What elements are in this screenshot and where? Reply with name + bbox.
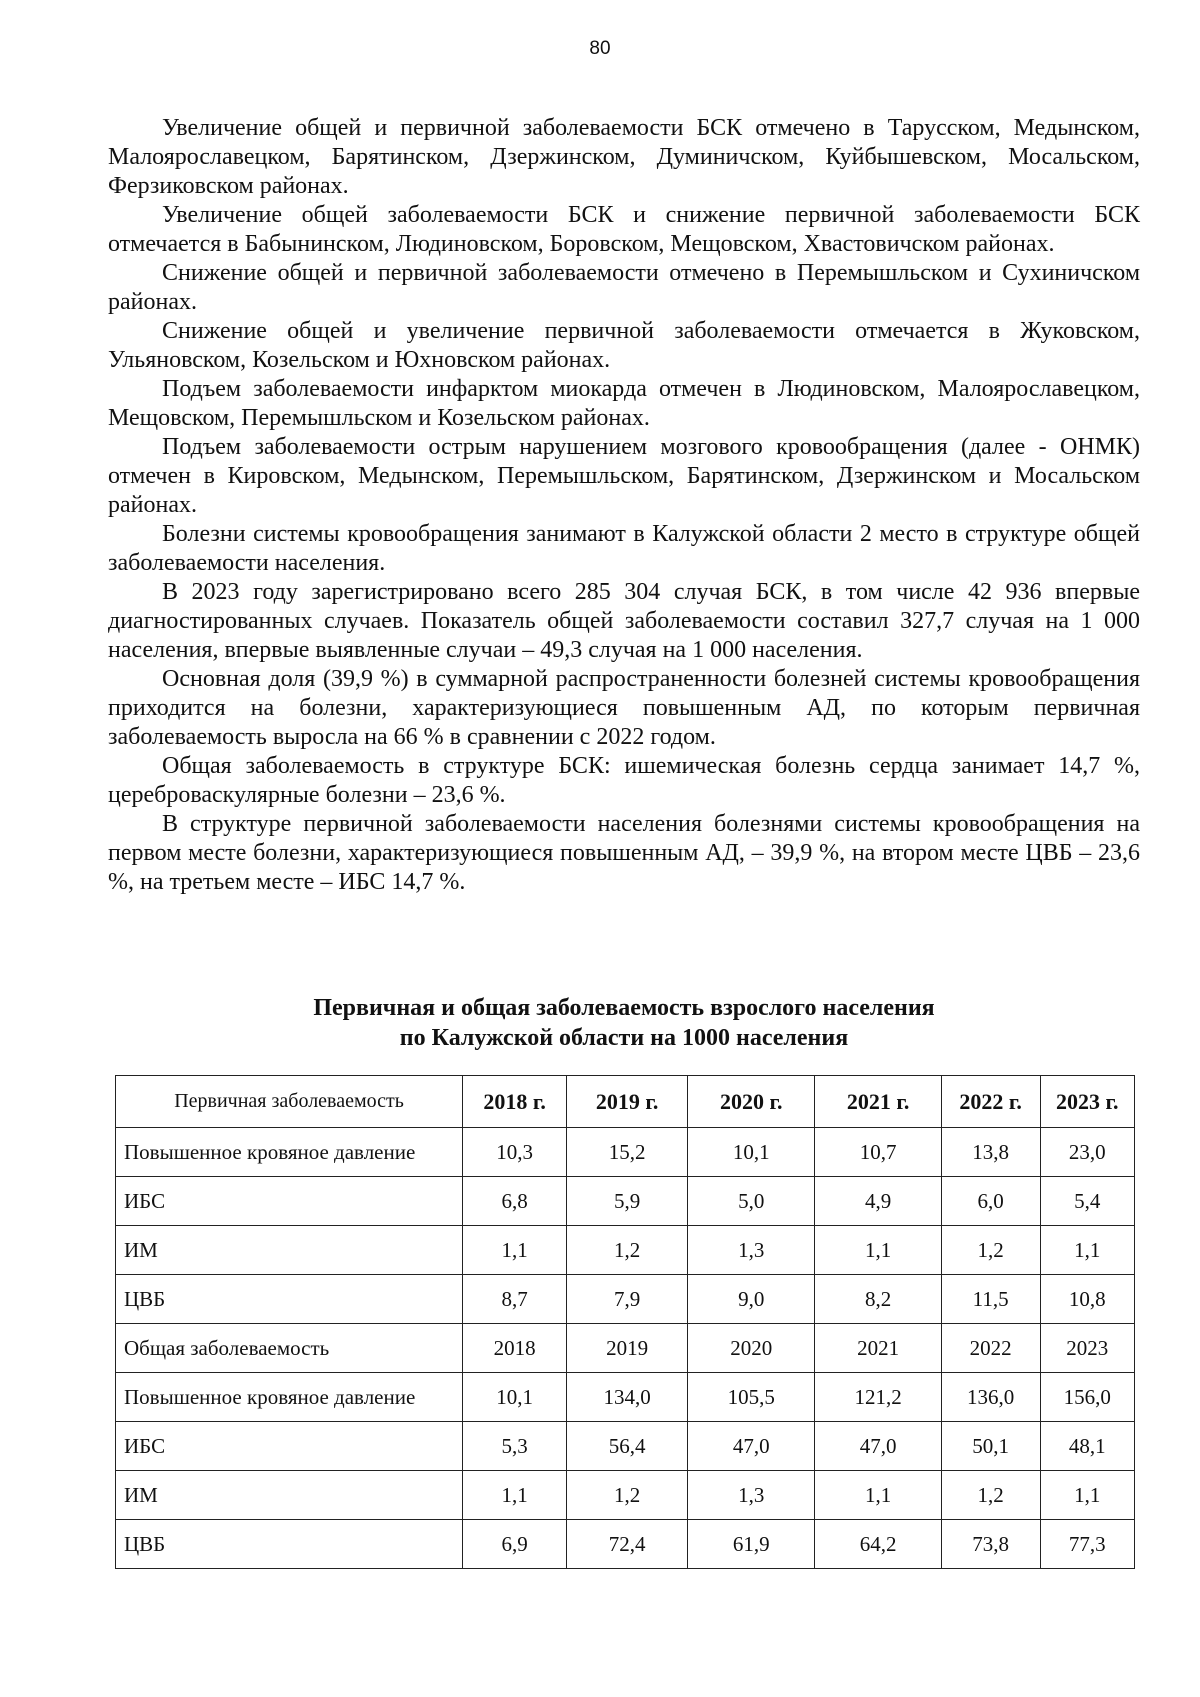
- header-cell: 2022 г.: [941, 1076, 1040, 1128]
- cell: 10,8: [1040, 1275, 1135, 1324]
- cell: 121,2: [815, 1373, 941, 1422]
- table-row: [116, 1422, 1135, 1471]
- cell: 47,0: [815, 1422, 941, 1471]
- cell: 1,2: [567, 1471, 688, 1520]
- table-row: [116, 1520, 1135, 1569]
- cell: 56,4: [567, 1422, 688, 1471]
- cell: 5,9: [567, 1177, 688, 1226]
- cell: 50,1: [941, 1422, 1040, 1471]
- cell: 6,9: [463, 1520, 567, 1569]
- page-number: 80: [589, 38, 611, 59]
- row-label: ИМ: [116, 1471, 463, 1520]
- table-title: [108, 993, 1140, 1053]
- row-label: ИБС: [116, 1177, 463, 1226]
- paragraph: В структуре первичной заболеваемости населения болезнями системы кровообращения на первом месте болезни, характеризующиеся повышенным АД, – 39,9 %, на втором месте ЦВБ – 23,6 %, на третьем месте – ИБС 14,7 %.: [108, 811, 1140, 895]
- cell: 47,0: [688, 1422, 815, 1471]
- row-label: Повышенное кровяное давление: [116, 1373, 463, 1422]
- cell: 2018: [463, 1324, 567, 1373]
- paragraph: Подъем заболеваемости острым нарушением мозгового кровообращения (далее - ОНМК) отмечен в Кировском, Медынском, Перемышльском, Барятинском, Дзержинском и Мосальском районах.: [108, 434, 1140, 518]
- cell: 73,8: [941, 1520, 1040, 1569]
- cell: 134,0: [567, 1373, 688, 1422]
- paragraph: Увеличение общей заболеваемости БСК и снижение первичной заболеваемости БСК отмечается в Бабынинском, Людиновском, Боровском, Мещовском, Хвастовичском районах.: [108, 202, 1140, 257]
- row-label: ЦВБ: [116, 1275, 463, 1324]
- header-cell: Первичная заболеваемость: [116, 1076, 463, 1128]
- cell: 10,3: [463, 1128, 567, 1177]
- cell: 72,4: [567, 1520, 688, 1569]
- cell: 2022: [941, 1324, 1040, 1373]
- cell: 156,0: [1040, 1373, 1135, 1422]
- table-subheader-row: [116, 1324, 1135, 1373]
- table-title-line-1: Первичная и общая заболеваемость взрослого населения: [313, 995, 935, 1021]
- cell: 6,0: [941, 1177, 1040, 1226]
- cell: 13,8: [941, 1128, 1040, 1177]
- row-label: ИБС: [116, 1422, 463, 1471]
- cell: 5,4: [1040, 1177, 1135, 1226]
- paragraph: Основная доля (39,9 %) в суммарной распространенности болезней системы кровообращения приходится на болезни, характеризующиеся повышенным АД, по которым первичная заболеваемость выросла на 66 % в сравнении с 2022 годом.: [108, 666, 1140, 750]
- table-row: [116, 1471, 1135, 1520]
- cell: 1,3: [688, 1471, 815, 1520]
- cell: 10,1: [688, 1128, 815, 1177]
- paragraph: Снижение общей и увеличение первичной заболеваемости отмечается в Жуковском, Ульяновском, Козельском и Юхновском районах.: [108, 318, 1140, 373]
- cell: 2019: [567, 1324, 688, 1373]
- cell: 11,5: [941, 1275, 1040, 1324]
- paragraph: В 2023 году зарегистрировано всего 285 304 случая БСК, в том числе 42 936 впервые диагностированных случаев. Показатель общей заболеваемости составил 327,7 случая на 1 000 населения, впервые выявленные случаи – 49,3 случая на 1 000 населения.: [108, 579, 1140, 663]
- cell: 1,1: [463, 1226, 567, 1275]
- cell: 1,2: [941, 1226, 1040, 1275]
- cell: 23,0: [1040, 1128, 1135, 1177]
- cell: 10,1: [463, 1373, 567, 1422]
- cell: 61,9: [688, 1520, 815, 1569]
- cell: 1,1: [815, 1471, 941, 1520]
- cell: 4,9: [815, 1177, 941, 1226]
- paragraph: Увеличение общей и первичной заболеваемости БСК отмечено в Тарусском, Медынском, Малоярославецком, Барятинском, Дзержинском, Думиничском, Куйбышевском, Мосальском, Ферзиковском районах.: [108, 115, 1140, 199]
- cell: 1,2: [941, 1471, 1040, 1520]
- row-label: ЦВБ: [116, 1520, 463, 1569]
- cell: 1,1: [463, 1471, 567, 1520]
- row-label: Общая заболеваемость: [116, 1324, 463, 1373]
- table-title-line-2: по Калужской области на 1000 населения: [399, 1025, 849, 1051]
- body-text: [108, 114, 1140, 897]
- cell: 77,3: [1040, 1520, 1135, 1569]
- table-header-row: [116, 1076, 1135, 1128]
- row-label: Повышенное кровяное давление: [116, 1128, 463, 1177]
- cell: 6,8: [463, 1177, 567, 1226]
- cell: 1,1: [815, 1226, 941, 1275]
- cell: 15,2: [567, 1128, 688, 1177]
- cell: 2020: [688, 1324, 815, 1373]
- table-row: [116, 1373, 1135, 1422]
- cell: 1,3: [688, 1226, 815, 1275]
- paragraph: Болезни системы кровообращения занимают в Калужской области 2 место в структуре общей заболеваемости населения.: [108, 521, 1140, 576]
- paragraph: Снижение общей и первичной заболеваемости отмечено в Перемышльском и Сухиничском районах.: [108, 260, 1140, 315]
- header-cell: 2020 г.: [688, 1076, 815, 1128]
- header-cell: 2018 г.: [463, 1076, 567, 1128]
- cell: 1,1: [1040, 1226, 1135, 1275]
- cell: 8,7: [463, 1275, 567, 1324]
- header-cell: 2021 г.: [815, 1076, 941, 1128]
- cell: 105,5: [688, 1373, 815, 1422]
- cell: 1,2: [567, 1226, 688, 1275]
- cell: 5,3: [463, 1422, 567, 1471]
- header-cell: 2019 г.: [567, 1076, 688, 1128]
- cell: 5,0: [688, 1177, 815, 1226]
- cell: 9,0: [688, 1275, 815, 1324]
- table-row: [116, 1275, 1135, 1324]
- cell: 2021: [815, 1324, 941, 1373]
- morbidity-table: [115, 1075, 1135, 1569]
- table-row: [116, 1226, 1135, 1275]
- cell: 7,9: [567, 1275, 688, 1324]
- cell: 136,0: [941, 1373, 1040, 1422]
- cell: 48,1: [1040, 1422, 1135, 1471]
- cell: 8,2: [815, 1275, 941, 1324]
- cell: 10,7: [815, 1128, 941, 1177]
- table-row: [116, 1177, 1135, 1226]
- paragraph: Общая заболеваемость в структуре БСК: ишемическая болезнь сердца занимает 14,7 %, цереброваскулярные болезни – 23,6 %.: [108, 753, 1140, 808]
- header-cell: 2023 г.: [1040, 1076, 1135, 1128]
- cell: 2023: [1040, 1324, 1135, 1373]
- cell: 1,1: [1040, 1471, 1135, 1520]
- table-row: [116, 1128, 1135, 1177]
- row-label: ИМ: [116, 1226, 463, 1275]
- cell: 64,2: [815, 1520, 941, 1569]
- paragraph: Подъем заболеваемости инфарктом миокарда отмечен в Людиновском, Малоярославецком, Мещовском, Перемышльском и Козельском районах.: [108, 376, 1140, 431]
